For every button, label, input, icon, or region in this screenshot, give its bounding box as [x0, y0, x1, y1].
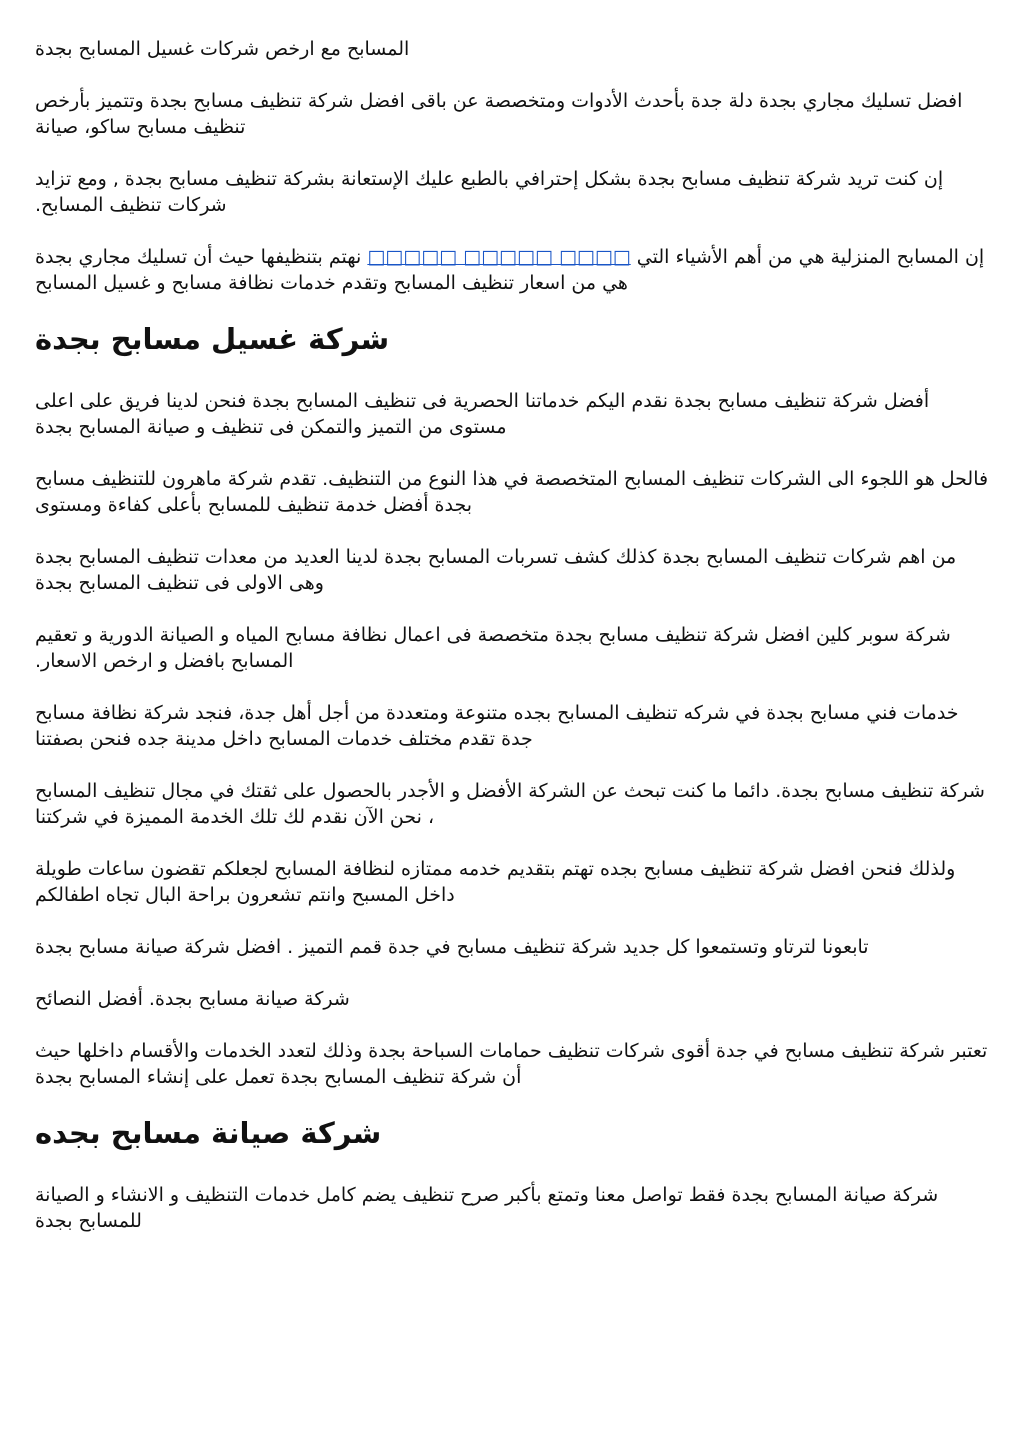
paragraph-4-text-end: نهتم بتنظيفها حيث أن تسليك مجاري بجدة هي من اسعار تنظيف المسابح وتقدم خدمات نظافة مسابح و غسيل المسابح	[35, 246, 628, 294]
paragraph-6: فالحل هو اللجوء الى الشركات تنظيف المسابح المتخصصة في هذا النوع من التنظيف. تقدم شركة ماهرون للتنظيف مسابح بجدة أفضل خدمة تنظيف للمسابح بأعلى كفاءة ومستوى	[35, 468, 989, 516]
paragraph-2: افضل تسليك مجاري بجدة دلة جدة بأحدث الأدوات ومتخصصة عن باقى افضل شركة تنظيف مسابح بجدة وتتميز بأرخص تنظيف مسابح ساكو، صيانة	[35, 90, 963, 138]
paragraph-13: شركة صيانة مسابح بجدة. أفضل النصائح	[35, 988, 350, 1010]
paragraph-15: شركة صيانة المسابح بجدة فقط تواصل معنا وتمتع بأكبر صرح تنظيف يضم كامل خدمات التنظيف و الانشاء و الصيانة للمسابح بجدة	[35, 1184, 939, 1232]
paragraph-12: تابعونا لترتاو وتستمعوا كل جديد شركة تنظيف مسابح في جدة قمم التميز . افضل شركة صيانة مسابح بجدة	[35, 936, 869, 958]
section-heading-maintenance: شركة صيانة مسابح بجده	[35, 1116, 382, 1150]
paragraph-11: ولذلك فنحن افضل شركة تنظيف مسابح بجده تهتم بتقديم خدمه ممتازه لنظافة المسابح لجعلكم تقضون ساعات طويلة داخل المسبح وانتم تشعرون براحة البال تجاه اطفالكم	[35, 858, 956, 906]
paragraph-7: من اهم شركات تنظيف المسابح بجدة كذلك كشف تسربات المسابح بجدة لدينا العديد من معدات تنظيف المسابح بجدة وهى الاولى فى تنظيف المسابح بجدة	[35, 546, 957, 594]
paragraph-4	[35, 244, 989, 296]
paragraph-8: شركة سوبر كلين افضل شركة تنظيف مسابح بجدة متخصصة فى اعمال نظافة مسابح المياه و الصيانة الدورية و تعقيم المسابح بافضل و ارخص الاسعار.	[35, 624, 951, 672]
inline-link[interactable]: □□□□ □□□□□ □□□□□	[367, 246, 631, 268]
paragraph-5: أفضل شركة تنظيف مسابح بجدة نقدم اليكم خدماتنا الحصرية فى تنظيف المسابح بجدة فنحن لدينا فريق على اعلى مستوى من التميز والتمكن فى تنظيف و صيانة المسابح بجدة	[35, 390, 930, 438]
paragraph-10: شركة تنظيف مسابح بجدة. دائما ما كنت تبحث عن الشركة الأفضل و الأجدر بالحصول على ثقتك في مجال تنظيف المسابح ، نحن الآن نقدم لك تلك الخدمة المميزة في شركتنا	[35, 780, 985, 828]
paragraph-14: تعتبر شركة تنظيف مسابح في جدة أقوى شركات تنظيف حمامات السباحة بجدة وذلك لتعدد الخدمات والأقسام داخلها حيث أن شركة تنظيف المسابح بجدة تعمل على إنشاء المسابح بجدة	[35, 1040, 988, 1088]
paragraph-3: إن كنت تريد شركة تنظيف مسابح بجدة بشكل إحترافي بالطبع عليك الإستعانة بشركة تنظيف مسابح بجدة , ومع تزايد شركات تنظيف المسابح.	[35, 168, 944, 216]
paragraph-9: خدمات فني مسابح بجدة في شركه تنظيف المسابح بجده متنوعة ومتعددة من أجل أهل جدة، فنجد شركة نظافة مسابح جدة تقدم مختلف خدمات المسابح داخل مدينة جده فنحن بصفتنا	[35, 702, 959, 750]
document-body	[35, 36, 989, 1234]
section-heading-washing: شركة غسيل مسابح بجدة	[35, 322, 390, 356]
paragraph-1: المسابح مع ارخص شركات غسيل المسابح بجدة	[35, 38, 410, 60]
paragraph-4-text-start: إن المسابح المنزلية هي من أهم الأشياء التي	[630, 246, 985, 268]
